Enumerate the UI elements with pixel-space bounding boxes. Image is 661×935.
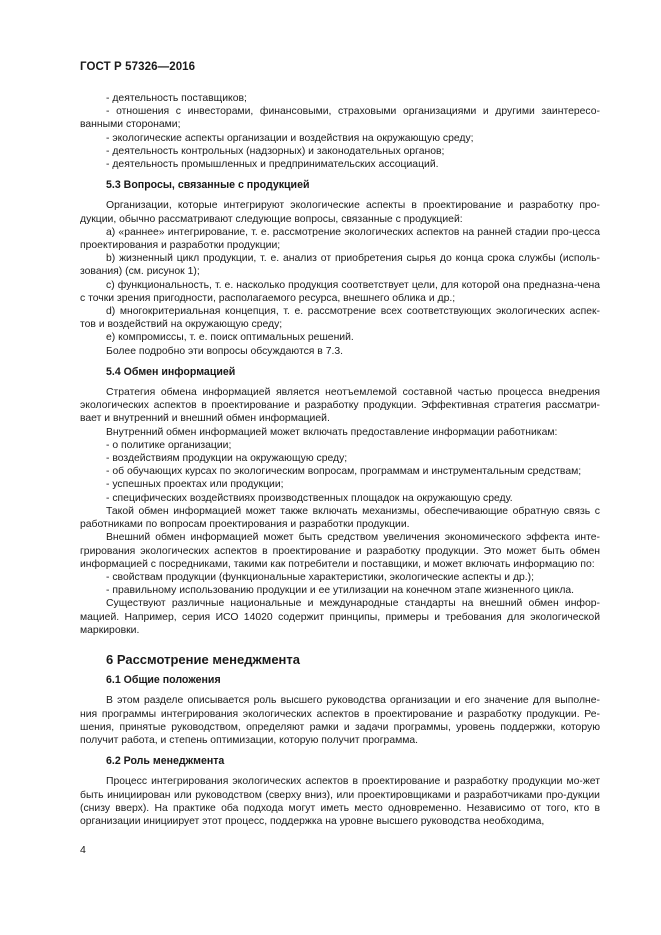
- chapter-heading-6: 6 Рассмотрение менеджмента: [106, 651, 301, 667]
- paragraph: Внутренний обмен информацией может включать предоставление информации работникам:: [106, 426, 558, 438]
- list-item: e) компромиссы, т. е. поиск оптимальных решений.: [106, 332, 354, 344]
- document-body: [80, 92, 600, 828]
- list-item: - экологические аспекты организации и воздействия на окружающую среду;: [106, 132, 474, 144]
- page-number: 4: [80, 844, 86, 856]
- paragraph: Внешний обмен информацией может быть средством увеличения экономического эффекта инте-грирования экологических аспектов в проектирование и разработку продукции. Это может быть обмен информацией с посредниками, такими как потребители и поставщики, и может включать информацию по:: [80, 532, 600, 570]
- list-item: - правильному использованию продукции и ее утилизации на конечном этапе жизненного цикла.: [106, 585, 575, 597]
- paragraph: Существуют различные национальные и международные стандарты на внешний обмен инфор-мацией. Например, серия ИСО 14020 содержит принципы, примеры и требования для экологической маркировки.: [80, 598, 600, 636]
- paragraph: В этом разделе описывается роль высшего руководства организации и его значение для выполне-ния программы интегрирования экологических аспектов в проектирование и разработку продукции. Ре-шения, принятые руководством, определяют рамки и задачи программы, уровень поддержки, которую получит работа, и степень оптимизации, которую получит программа.: [80, 695, 600, 746]
- list-item: - деятельность поставщиков;: [106, 93, 247, 104]
- list-item: - свойствам продукции (функциональные характеристики, экологические аспекты и др.);: [106, 571, 535, 583]
- list-item: b) жизненный цикл продукции, т. е. анализ от приобретения сырья до конца срока службы (исполь-зования) (см. рисунок 1);: [80, 253, 600, 278]
- section-heading-6-2: 6.2 Роль менеджмента: [106, 755, 225, 768]
- paragraph: Более подробно эти вопросы обсуждаются в 7.3.: [106, 345, 344, 357]
- list-item: - деятельность контрольных (надзорных) и законодательных органов;: [106, 145, 445, 157]
- list-item: - воздействиям продукции на окружающую среду;: [106, 453, 348, 465]
- section-heading-5-3: 5.3 Вопросы, связанные с продукцией: [106, 179, 310, 192]
- section-heading-6-1: 6.1 Общие положения: [106, 674, 221, 687]
- document-header: ГОСТ Р 57326—2016: [80, 61, 196, 73]
- list-item: - об обучающих курсах по экологическим вопросам, программам и инструментальным средствам;: [106, 466, 582, 478]
- list-item: - успешных проектах или продукции;: [106, 479, 284, 491]
- list-item: - специфических воздействиях производственных площадок на окружающую среду.: [106, 492, 513, 504]
- paragraph: Стратегия обмена информацией является неотъемлемой составной частью процесса внедрения экологических аспектов в проектирование и разработку продукции. Эффективная стратегия рассматри-вает и внутренний и внешний обмен информацией.: [80, 387, 600, 425]
- list-item: - деятельность промышленных и предпринимательских ассоциаций.: [106, 159, 439, 171]
- paragraph: Процесс интегрирования экологических аспектов в проектирование и разработку продукции мо-жет быть инициирован или руководством (сверху вниз), или проектировщиками и разработчиками про-дукции (снизу вверх). На практике оба подхода могут иметь место одновременно. Независимо от того, кто в организации инициирует этот процесс, поддержка на уровне высшего руководства необходима,: [80, 776, 600, 827]
- paragraph: Такой обмен информацией может также включать механизмы, обеспечивающие обратную связь с работниками по вопросам проектирования и разработки продукции.: [80, 505, 600, 531]
- list-item: d) многокритериальная концепция, т. е. рассмотрение всех соответствующих экологических аспек-тов и воздействий на окружающую среду;: [80, 306, 600, 331]
- paragraph: Организации, которые интегрируют экологические аспекты в проектирование и разработку про-дукции, обычно рассматривают следующие вопросы, связанные с продукцией:: [80, 200, 600, 225]
- section-heading-5-4: 5.4 Обмен информацией: [106, 365, 236, 378]
- list-item: c) функциональность, т. е. насколько продукция соответствует цели, для которой она предназна-чена с точки зрения пригодности, располагаемого ресурса, внешнего облика и др.;: [80, 279, 600, 304]
- list-item: a) «раннее» интегрирование, т. е. рассмотрение экологических аспектов на ранней стадии про-цесса проектирования и разработки продукции;: [80, 226, 600, 252]
- list-item: - отношения с инвесторами, финансовыми, страховыми организациями и другими заинтересо-ванными сторонами;: [80, 106, 600, 131]
- list-item: - о политике организации;: [106, 439, 232, 451]
